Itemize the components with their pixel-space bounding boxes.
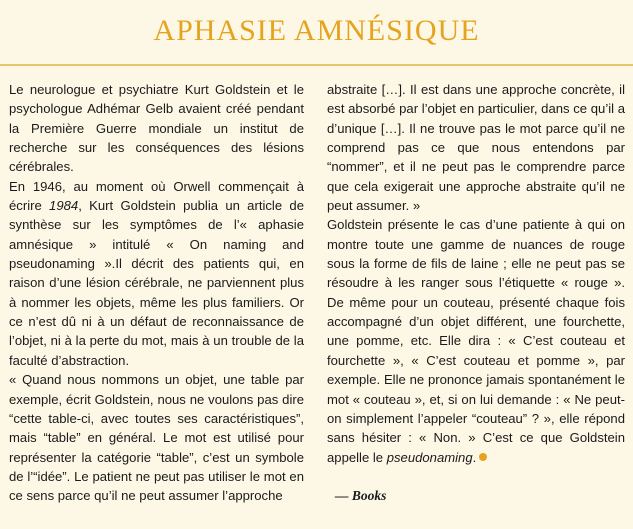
article-title: APHASIE AMNÉSIQUE	[153, 14, 480, 47]
book-title: 1984	[49, 198, 79, 214]
paragraph-text: En 1946, au moment où Orwell commençait à écrire	[9, 178, 304, 214]
title-divider	[0, 64, 633, 66]
term-pseudonaming: pseudonaming	[386, 449, 473, 465]
paragraph-goldstein-article	[9, 177, 304, 370]
source-credit: — Books	[335, 488, 387, 503]
left-column	[9, 80, 304, 506]
paragraph-text: , Kurt Goldstein publia un article de synthèse sur les symptômes de l’« aphasie amnésique » intitulé « On naming and pseudonaming ».Il décrit des patients qui, en raison d’une lésion cérébrale, ne parviennent plus à nommer les objets, même les plus familiers. Or ce n’est dû ni à un défaut de reconnaissance de l’objet, ni à la perte du mot, mais à un trouble de la faculté d’abstraction.	[9, 198, 304, 368]
paragraph-text: Goldstein présente le cas d’une patiente à qui on montre toute une gamme de nuances de rouge sous la forme de fils de laine ; elle ne peut pas se résoudre à les ranger sous l’étiquette « rouge ». De même pour un couteau, présenté chaque fois accompagné d’un objet différent, une fourchette, une pomme, etc. Elle dira : « C’est couteau et fourchette », « C’est couteau et pomme », par exemple. Elle ne prononce jamais spontanément le mot « couteau », et, si on lui demande : « Ne peut-on simplement l’appeler “couteau” ? », elle répond sans hésiter : « Non. » C’est ce que Goldstein appelle le	[327, 217, 625, 465]
right-column	[327, 80, 625, 467]
paragraph-quote: « Quand nous nommons un objet, une table par exemple, écrit Goldstein, nous ne voulons pas dire “cette table-ci, avec toutes ses caractéristiques”, mais “table” en général. Le mot est utilisé pour représenter la catégorie “table”, c’est un symbole de l’“idée”. Le patient ne peut pas utiliser le mot en ce sens parce qu’il ne peut assumer l’approche	[9, 372, 304, 504]
paragraph-end: .	[472, 449, 477, 465]
paragraph-patient-case	[327, 215, 625, 466]
paragraph-quote-continued: abstraite […]. Il est dans une approche concrète, il est absorbé par l’objet en particulier, dans ce qu’il a d’unique […]. Il ne trouve pas le mot parce qu’il ne comprend pas ce que nous entendons par “nommer”, et il ne peut pas le comprendre parce que cela exigerait une approche abstraite qu’il ne peut assumer. »	[327, 82, 625, 214]
paragraph-intro: Le neurologue et psychiatre Kurt Goldstein et le psychologue Adhémar Gelb avaient créé pendant la Première Guerre mondiale un institut de recherche sur les conséquences des lésions cérébrales.	[9, 82, 304, 175]
end-bullet-icon	[479, 453, 487, 461]
